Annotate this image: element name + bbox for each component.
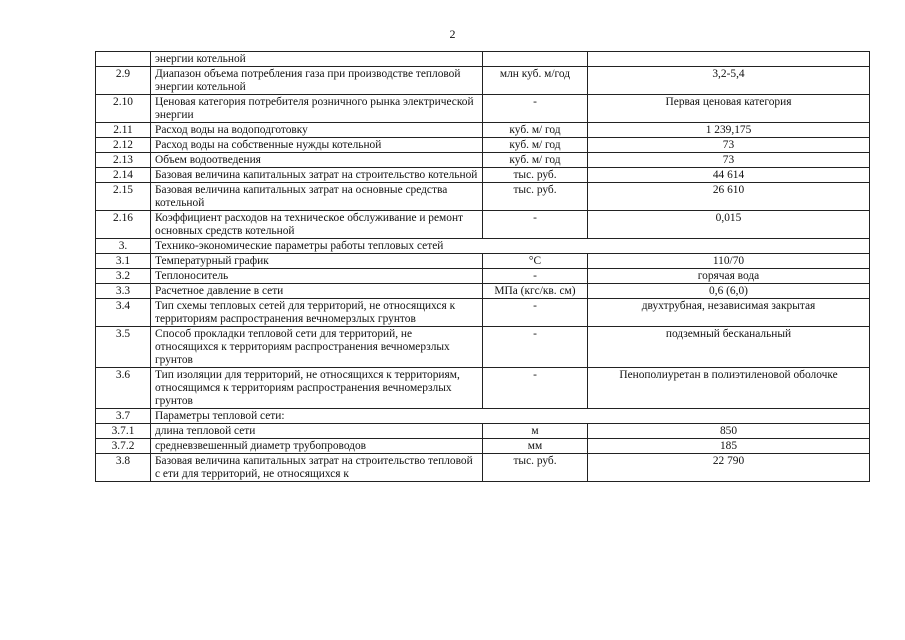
unit-cell (483, 52, 588, 67)
row-number: 3.2 (96, 269, 151, 284)
row-number: 3.7.2 (96, 439, 151, 454)
unit-cell: - (483, 269, 588, 284)
row-number: 2.9 (96, 67, 151, 95)
table-row (96, 95, 870, 123)
unit-cell: куб. м/ год (483, 138, 588, 153)
row-number: 3. (96, 239, 151, 254)
value-cell: подземный бесканальный (588, 327, 870, 368)
parameter-name: длина тепловой сети (151, 424, 483, 439)
unit-cell: куб. м/ год (483, 123, 588, 138)
table-row (96, 299, 870, 327)
value-cell: двухтрубная, независимая закрытая (588, 299, 870, 327)
parameter-name: энергии котельной (151, 52, 483, 67)
row-number: 2.11 (96, 123, 151, 138)
table-row (96, 183, 870, 211)
parameter-name: Диапазон объема потребления газа при производстве тепловой энергии котельной (151, 67, 483, 95)
value-cell: 3,2-5,4 (588, 67, 870, 95)
parameter-name: Тип схемы тепловых сетей для территорий, не относящихся к территориям распространения вечномерзлых грунтов (151, 299, 483, 327)
table-row (96, 153, 870, 168)
unit-cell: тыс. руб. (483, 183, 588, 211)
row-number: 3.4 (96, 299, 151, 327)
table-row (96, 439, 870, 454)
parameter-name: Расчетное давление в сети (151, 284, 483, 299)
table-row (96, 284, 870, 299)
value-cell: 0,6 (6,0) (588, 284, 870, 299)
table-row (96, 67, 870, 95)
row-number: 3.6 (96, 368, 151, 409)
row-number: 2.15 (96, 183, 151, 211)
value-cell (588, 52, 870, 67)
unit-cell: тыс. руб. (483, 454, 588, 482)
unit-cell: куб. м/ год (483, 153, 588, 168)
unit-cell: - (483, 368, 588, 409)
unit-cell: м (483, 424, 588, 439)
unit-cell: - (483, 211, 588, 239)
value-cell: 73 (588, 153, 870, 168)
row-number: 2.10 (96, 95, 151, 123)
table-row (96, 368, 870, 409)
page-number: 2 (449, 27, 456, 41)
row-number: 3.5 (96, 327, 151, 368)
parameter-name: Ценовая категория потребителя розничного рынка электрической энергии (151, 95, 483, 123)
parameter-name: Базовая величина капитальных затрат на строительство тепловой с ети для территорий, не относящихся к (151, 454, 483, 482)
unit-cell: °С (483, 254, 588, 269)
unit-cell: мм (483, 439, 588, 454)
unit-cell: МПа (кгс/кв. см) (483, 284, 588, 299)
value-cell: 1 239,175 (588, 123, 870, 138)
parameter-name: Коэффициент расходов на техническое обслуживание и ремонт основных средств котельной (151, 211, 483, 239)
parameter-name: Тип изоляции для территорий, не относящихся к территориям, относящимся к территориям распространения вечномерзлых грунтов (151, 368, 483, 409)
value-cell: 185 (588, 439, 870, 454)
unit-cell: тыс. руб. (483, 168, 588, 183)
parameter-name: Способ прокладки тепловой сети для территорий, не относящихся к территориям распространения вечномерзлых грунтов (151, 327, 483, 368)
unit-cell: млн куб. м/год (483, 67, 588, 95)
row-number: 3.7 (96, 409, 151, 424)
parameter-name: Расход воды на собственные нужды котельной (151, 138, 483, 153)
parameter-name: Объем водоотведения (151, 153, 483, 168)
row-number: 3.8 (96, 454, 151, 482)
table-row (96, 211, 870, 239)
table-row (96, 123, 870, 138)
parameter-name: Технико-экономические параметры работы тепловых сетей (151, 239, 870, 254)
section-row (96, 239, 870, 254)
row-number: 2.12 (96, 138, 151, 153)
parameter-name: Параметры тепловой сети: (151, 409, 870, 424)
table-row (96, 424, 870, 439)
parameters-table (95, 51, 870, 482)
table-row (96, 52, 870, 67)
parameter-name: Базовая величина капитальных затрат на основные средства котельной (151, 183, 483, 211)
value-cell: 110/70 (588, 254, 870, 269)
value-cell: горячая вода (588, 269, 870, 284)
row-number: 3.1 (96, 254, 151, 269)
row-number: 3.3 (96, 284, 151, 299)
value-cell: Первая ценовая категория (588, 95, 870, 123)
unit-cell: - (483, 327, 588, 368)
parameter-name: Теплоноситель (151, 269, 483, 284)
value-cell: 73 (588, 138, 870, 153)
parameter-name: Температурный график (151, 254, 483, 269)
value-cell: 850 (588, 424, 870, 439)
row-number: 3.7.1 (96, 424, 151, 439)
row-number: 2.13 (96, 153, 151, 168)
value-cell: 22 790 (588, 454, 870, 482)
parameter-name: Расход воды на водоподготовку (151, 123, 483, 138)
row-number: 2.16 (96, 211, 151, 239)
table-row (96, 138, 870, 153)
value-cell: 26 610 (588, 183, 870, 211)
value-cell: 0,015 (588, 211, 870, 239)
table-row (96, 168, 870, 183)
table-body (96, 52, 870, 482)
table-row (96, 254, 870, 269)
table-row (96, 454, 870, 482)
parameter-name: Базовая величина капитальных затрат на строительство котельной (151, 168, 483, 183)
unit-cell: - (483, 95, 588, 123)
unit-cell: - (483, 299, 588, 327)
row-number (96, 52, 151, 67)
table-row (96, 269, 870, 284)
value-cell: Пенополиуретан в полиэтиленовой оболочке (588, 368, 870, 409)
row-number: 2.14 (96, 168, 151, 183)
parameter-name: средневзвешенный диаметр трубопроводов (151, 439, 483, 454)
table-row (96, 327, 870, 368)
section-row (96, 409, 870, 424)
value-cell: 44 614 (588, 168, 870, 183)
